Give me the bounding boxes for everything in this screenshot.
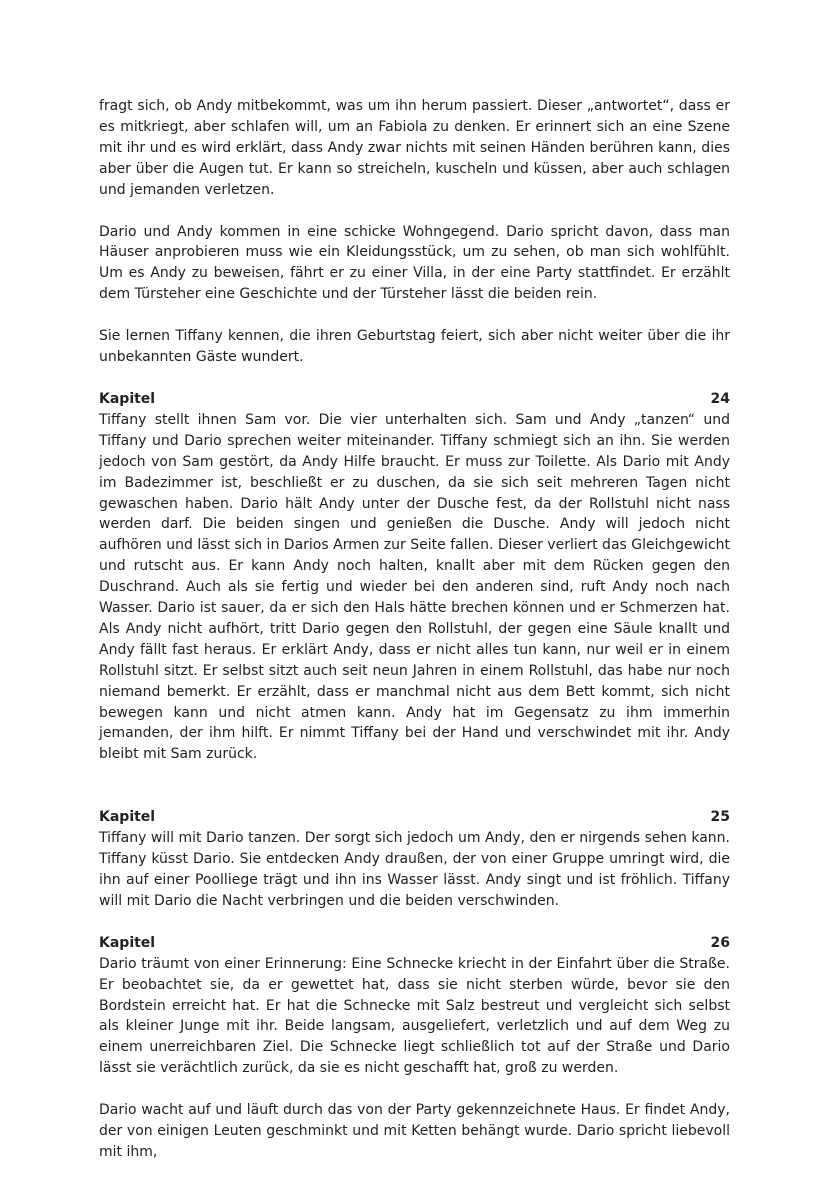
chapter-number: 26: [710, 934, 730, 951]
chapter-label: Kapitel: [99, 809, 156, 826]
spacer: [99, 786, 730, 807]
document-page: [99, 96, 730, 1184]
intro-paragraph-1: fragt sich, ob Andy mitbekommt, was um ihn herum passiert. Dieser „antwortet“, dass er es mitkriegt, aber schlafen will, um an Fabiola zu denken. Er erinnert sich an eine Szene mit ihr und es wird erklärt, dass Andy zwar nichts mit seinen Händen berühren kann, dies aber über die Augen tut. Er kann so streicheln, kuscheln und küssen, aber auch schlagen und jemanden verletzen.: [99, 98, 730, 198]
chapter-number: 24: [710, 390, 730, 407]
chapter-heading-25: [99, 807, 730, 828]
chapter-body-26: Dario träumt von einer Erinnerung: Eine Schnecke kriecht in der Einfahrt über die Straße. Er beobachtet sie, da er gewettet hat, dass sie nicht sterben würde, bevor sie den Bordstein erreicht hat. Er hat die Schnecke mit Salz bestreut und vergleicht sich selbst als kleiner Junge mit ihr. Beide langsam, ausgeliefert, verletzlich und auf dem Weg zu einem unerreichbaren Ziel. Die Schnecke liegt schließlich tot auf der Straße und Dario lässt sie verächtlich zurück, da sie es nicht geschafft hat, groß zu werden.: [99, 955, 730, 1077]
chapter-label: Kapitel: [99, 390, 156, 407]
chapter-body-24: Tiffany stellt ihnen Sam vor. Die vier unterhalten sich. Sam und Andy „tanzen“ und Tiffany und Dario sprechen weiter miteinander. Tiffany schmiegt sich an ihn. Sie werden jedoch von Sam gestört, da Andy Hilfe braucht. Er muss zur Toilette. Als Dario mit Andy im Badezimmer ist, beschließt er zu duschen, da sie sich seit mehreren Tagen nicht gewaschen haben. Dario hält Andy unter der Dusche fest, da der Rollstuhl nicht nass werden darf. Die beiden singen und genießen die Dusche. Andy will jedoch nicht aufhören und lässt sich in Darios Armen zur Seite fallen. Dieser verliert das Gleichgewicht und rutscht aus. Er kann Andy noch halten, knallt aber mit dem Rücken gegen den Duschrand. Auch als sie fertig und wieder bei den anderen sind, ruft Andy noch nach Wasser. Dario ist sauer, da er sich den Hals hätte brechen können und er Schmerzen hat. Als Andy nicht aufhört, tritt Dario gegen den Rollstuhl, der gegen eine Säule knallt und Andy fällt fast heraus. Er erklärt Andy, dass er nicht alles tun kann, nur weil er in einem Rollstuhl sitzt. Er selbst sitzt auch seit neun Jahren in einem Rollstuhl, das habe nur noch niemand bemerkt. Er erzählt, dass er manchmal nicht aus dem Bett kommt, sich nicht bewegen kann und nicht atmen kann. Andy hat im Gegensatz zu ihm immerhin jemanden, der ihm hilft. Er nimmt Tiffany bei der Hand und verschwindet mit ihr. Andy bleibt mit Sam zurück.: [99, 411, 730, 763]
intro-paragraph-2: Dario und Andy kommen in eine schicke Wohngegend. Dario spricht davon, dass man Häuser anprobieren muss wie ein Kleidungsstück, um zu sehen, ob man sich wohlfühlt. Um es Andy zu beweisen, fährt er zu einer Villa, in der eine Party stattfindet. Er erzählt dem Türsteher eine Geschichte und der Türsteher lässt die beiden rein.: [99, 223, 730, 303]
intro-paragraph-3: Sie lernen Tiffany kennen, die ihren Geburtstag feiert, sich aber nicht weiter über die ihr unbekannten Gäste wundert.: [99, 328, 730, 366]
chapter-heading-26: [99, 933, 730, 954]
chapter-label: Kapitel: [99, 934, 156, 951]
closing-paragraph: Dario wacht auf und läuft durch das von der Party gekennzeichnete Haus. Er findet Andy, der von einigen Leuten geschminkt und mit Ketten behängt wurde. Dario spricht liebevoll mit ihm,: [99, 1102, 730, 1160]
chapter-number: 25: [710, 809, 730, 826]
chapter-body-25: Tiffany will mit Dario tanzen. Der sorgt sich jedoch um Andy, den er nirgends sehen kann. Tiffany küsst Dario. Sie entdecken Andy draußen, der von einer Gruppe umringt wird, die ihn auf einer Poolliege trägt und ihn ins Wasser lässt. Andy singt und ist fröhlich. Tiffany will mit Dario die Nacht verbringen und die beiden verschwinden.: [99, 830, 730, 909]
chapter-heading-24: [99, 389, 730, 410]
